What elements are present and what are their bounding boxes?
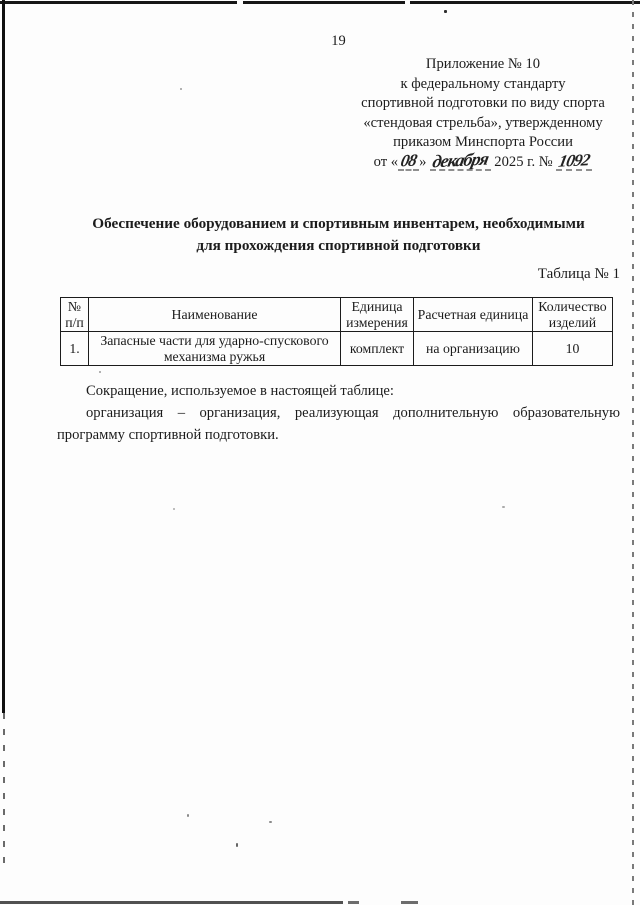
header-quantity-line2: изделий bbox=[548, 314, 597, 330]
document-title-line1: Обеспечение оборудованием и спортивным инвентарем, необходимыми bbox=[92, 215, 585, 232]
row-calc-unit-cell: на организацию bbox=[414, 332, 533, 366]
scan-edge-top bbox=[0, 1, 640, 4]
scan-edge-gap bbox=[237, 1, 243, 4]
scan-edge-bottom bbox=[0, 901, 343, 904]
header-quantity-line1: Количество bbox=[538, 299, 607, 314]
header-calc-unit: Расчетная единица bbox=[414, 298, 533, 332]
header-number bbox=[61, 298, 89, 332]
note-intro: Сокращение, используемое в настоящей таблице: bbox=[86, 383, 394, 399]
scan-speck bbox=[180, 88, 182, 90]
row-quantity-cell: 10 bbox=[533, 332, 613, 366]
header-unit-line2: измерения bbox=[346, 314, 408, 330]
order-date-line bbox=[348, 148, 618, 173]
page-number: 19 bbox=[331, 33, 346, 49]
row-unit-cell: комплект bbox=[341, 332, 414, 366]
scan-edge-bottom-dash bbox=[348, 901, 359, 904]
scan-speck bbox=[444, 10, 447, 13]
scan-speck bbox=[187, 814, 189, 817]
header-number-line1: № bbox=[67, 299, 82, 314]
date-prefix: от « bbox=[373, 153, 399, 170]
scan-edge-right-dashes bbox=[632, 0, 634, 905]
date-close-quote: » bbox=[419, 153, 427, 170]
handwritten-day: 08 bbox=[399, 150, 419, 171]
appendix-line: спортивной подготовки по виду спорта bbox=[361, 95, 605, 112]
appendix-line: к федеральному стандарту bbox=[400, 75, 566, 92]
header-unit-line1: Единица bbox=[351, 299, 403, 314]
document-title bbox=[57, 213, 620, 256]
row-number-cell: 1. bbox=[61, 332, 89, 366]
header-name: Наименование bbox=[89, 298, 341, 332]
scan-speck bbox=[502, 506, 505, 508]
appendix-line: «стендовая стрельба», утвержденному bbox=[363, 114, 603, 131]
header-unit bbox=[341, 298, 414, 332]
handwritten-month-slot bbox=[430, 148, 491, 172]
equipment-table bbox=[60, 297, 613, 366]
scan-speck bbox=[99, 371, 101, 373]
header-number-line2: п/п bbox=[65, 314, 84, 330]
scan-edge-gap bbox=[405, 1, 410, 4]
handwritten-month: декабря bbox=[430, 148, 491, 172]
appendix-line: Приложение № 10 bbox=[425, 56, 541, 72]
note-body-line2: программу спортивной подготовки. bbox=[57, 426, 279, 443]
scan-edge-left bbox=[2, 0, 5, 713]
appendix-line: приказом Минспорта России bbox=[393, 134, 573, 151]
scan-speck bbox=[173, 508, 175, 510]
handwritten-order-number: 1092 bbox=[557, 150, 592, 171]
document-title-line2: для прохождения спортивной подготовки bbox=[196, 236, 481, 254]
scan-edge-left-dashes bbox=[3, 713, 5, 873]
appendix-reference-block bbox=[348, 55, 618, 173]
header-quantity bbox=[533, 298, 613, 332]
table-caption: Таблица № 1 bbox=[537, 266, 620, 282]
scan-speck bbox=[236, 843, 238, 847]
abbreviation-note bbox=[57, 381, 620, 446]
note-body-line1: организация – организация, реализующая дополнительную образовательную bbox=[86, 404, 620, 421]
date-year-part: 2025 г. № bbox=[494, 153, 553, 170]
row-name-cell: Запасные части для ударно-спускового механизма ружья bbox=[89, 332, 341, 366]
handwritten-day-slot bbox=[398, 150, 419, 171]
scan-edge-bottom-dash bbox=[401, 901, 418, 904]
table-header-row bbox=[61, 298, 613, 332]
scan-speck bbox=[269, 821, 272, 823]
handwritten-number-slot bbox=[556, 150, 592, 171]
table-row bbox=[61, 332, 613, 366]
